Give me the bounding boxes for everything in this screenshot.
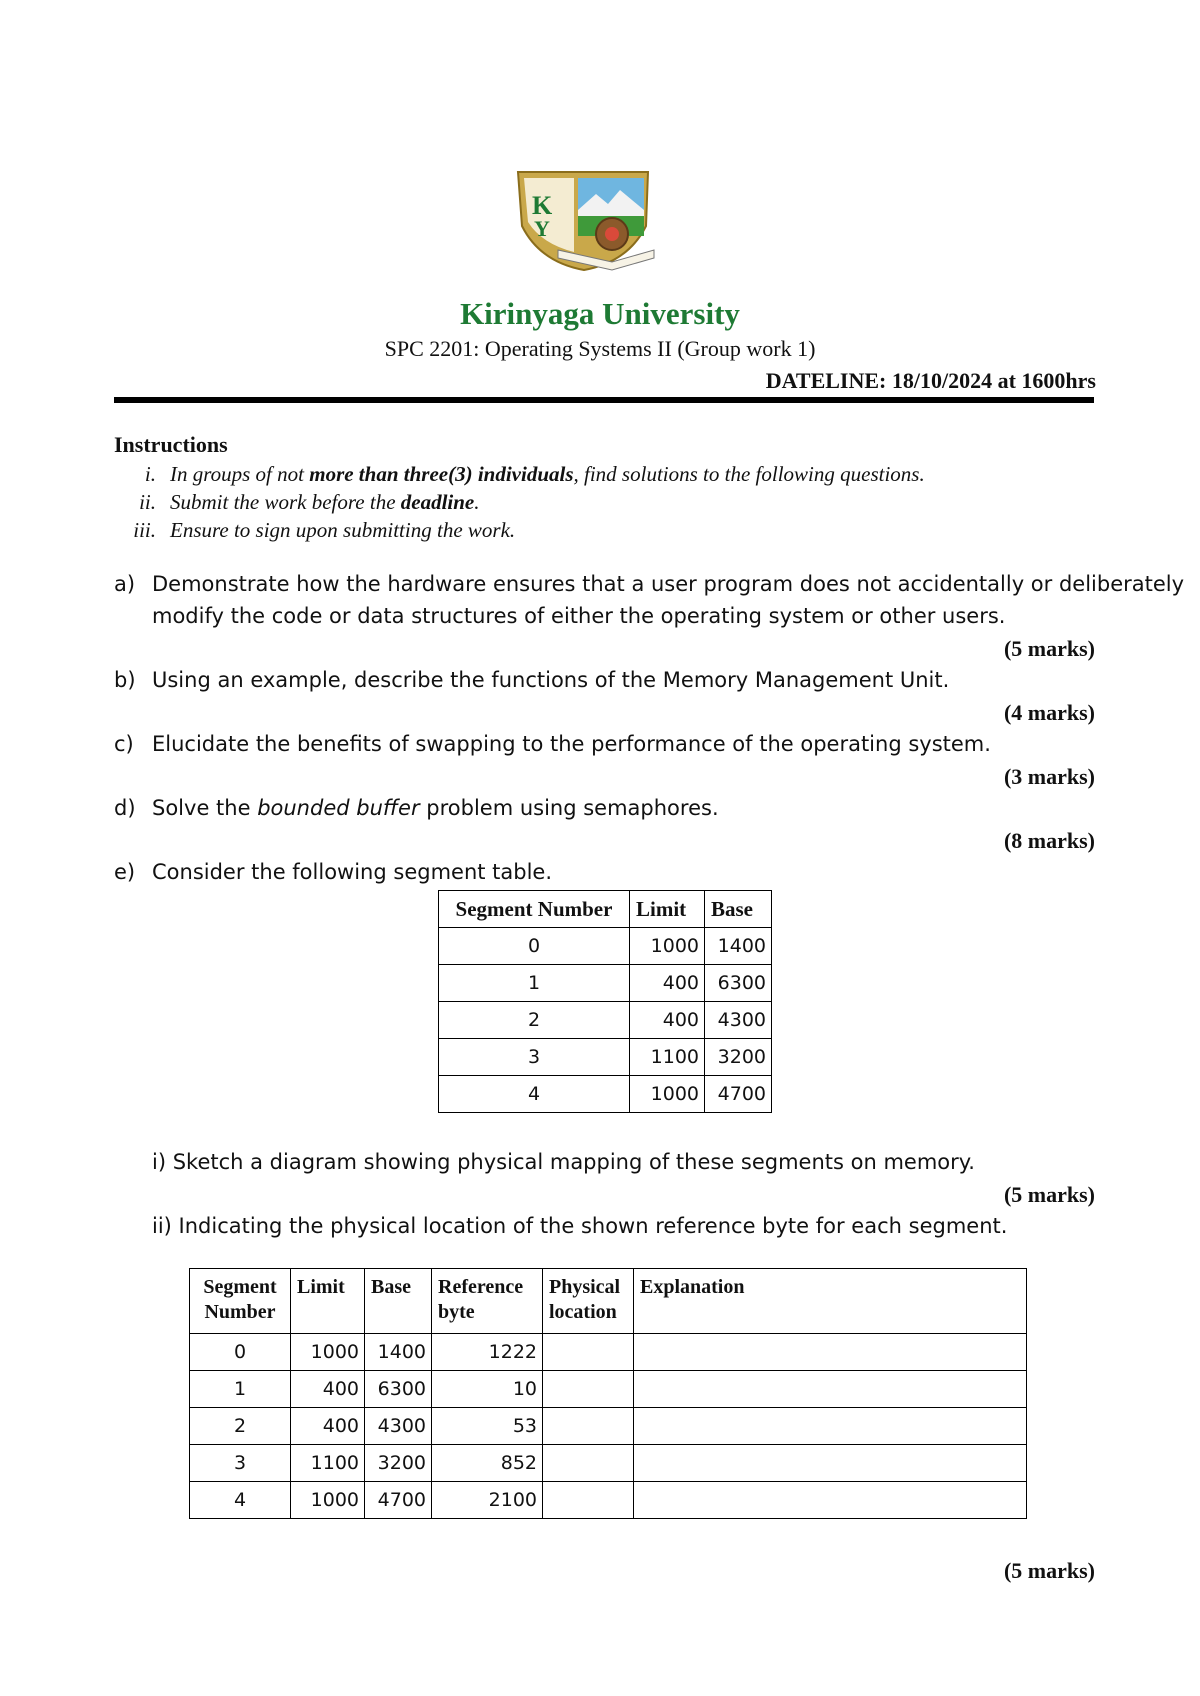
question-text: Solve the: [152, 796, 258, 820]
question-label: a): [114, 572, 136, 596]
question-text: problem using semaphores.: [419, 796, 719, 820]
table-cell: 1222: [432, 1334, 543, 1371]
table-cell: 1000: [291, 1334, 365, 1371]
marks-label: (3 marks): [1003, 764, 1095, 789]
table-cell: 53: [432, 1408, 543, 1445]
question-text: Consider the following segment table.: [152, 860, 553, 884]
instruction-text: Submit the work before the: [170, 490, 401, 514]
table-row: [439, 1076, 772, 1113]
question-emphasis: bounded buffer: [257, 796, 420, 820]
column-header: Base: [705, 891, 772, 928]
table-header-row: [439, 891, 772, 928]
dateline: DATELINE: 18/10/2024 at 1600hrs: [765, 368, 1096, 393]
table-cell: 0: [439, 928, 630, 965]
course-title: SPC 2201: Operating Systems II (Group work 1): [384, 336, 816, 361]
physical-location-cell: [543, 1334, 634, 1371]
table-cell: 1100: [291, 1445, 365, 1482]
table-cell: 3: [439, 1039, 630, 1076]
table-cell: 4300: [705, 1002, 772, 1039]
table-row: [439, 928, 772, 965]
instruction-text: Ensure to sign upon submitting the work.: [170, 518, 516, 542]
table-row: [190, 1445, 1027, 1482]
question-label: b): [114, 668, 136, 692]
physical-location-cell: [543, 1408, 634, 1445]
table-row: [190, 1334, 1027, 1371]
header-divider: [114, 397, 1094, 403]
column-header: Base: [365, 1269, 432, 1334]
table-cell: 1000: [630, 1076, 705, 1113]
table-cell: 1: [190, 1371, 291, 1408]
table-cell: 2: [439, 1002, 630, 1039]
instruction-text: In groups of not: [170, 462, 310, 486]
question-label: d): [114, 796, 136, 820]
instruction-text: .: [474, 490, 480, 514]
explanation-cell: [634, 1482, 1027, 1519]
table-cell: 1400: [365, 1334, 432, 1371]
marks-label: (5 marks): [1003, 1558, 1095, 1583]
table-cell: 0: [190, 1334, 291, 1371]
logo-letters-y: Y: [534, 216, 550, 241]
explanation-cell: [634, 1408, 1027, 1445]
university-logo: [508, 166, 660, 274]
table-row: [190, 1482, 1027, 1519]
table-cell: 400: [630, 1002, 705, 1039]
table-row: [190, 1408, 1027, 1445]
column-header: Segment Number: [439, 891, 630, 928]
instruction-number: iii.: [133, 518, 156, 542]
column-header: Segment Number: [190, 1269, 291, 1334]
table-cell: 3200: [365, 1445, 432, 1482]
question-text: Using an example, describe the functions of the Memory Management Unit.: [152, 668, 950, 692]
instruction-number: i.: [144, 462, 156, 486]
table-cell: 3: [190, 1445, 291, 1482]
instruction-number: ii.: [139, 490, 156, 514]
table-row: [439, 965, 772, 1002]
table-cell: 4300: [365, 1408, 432, 1445]
table-cell: 10: [432, 1371, 543, 1408]
explanation-cell: [634, 1445, 1027, 1482]
marks-label: (5 marks): [1003, 636, 1095, 661]
physical-location-cell: [543, 1445, 634, 1482]
column-header: Explanation: [634, 1269, 1027, 1334]
table-cell: 400: [291, 1371, 365, 1408]
table-cell: 4700: [705, 1076, 772, 1113]
reference-byte-table: [189, 1268, 1027, 1519]
question-label: e): [114, 860, 136, 884]
table-header-row: [190, 1269, 1027, 1334]
table-cell: 4700: [365, 1482, 432, 1519]
table-cell: 852: [432, 1445, 543, 1482]
table-cell: 400: [630, 965, 705, 1002]
table-row: [190, 1371, 1027, 1408]
university-name: Kirinyaga University: [460, 296, 740, 331]
instruction-emphasis: more than three(3) individuals: [309, 462, 574, 486]
column-header: Physical location: [543, 1269, 634, 1334]
column-header: Limit: [630, 891, 705, 928]
question-label: c): [114, 732, 134, 756]
physical-location-cell: [543, 1482, 634, 1519]
table-cell: 1400: [705, 928, 772, 965]
table-cell: 6300: [365, 1371, 432, 1408]
table-cell: 1100: [630, 1039, 705, 1076]
physical-location-cell: [543, 1371, 634, 1408]
instructions-title: Instructions: [114, 432, 228, 457]
marks-label: (4 marks): [1003, 700, 1095, 725]
table-cell: 6300: [705, 965, 772, 1002]
column-header: Reference byte: [432, 1269, 543, 1334]
table-cell: 1000: [291, 1482, 365, 1519]
instruction-text: , find solutions to the following questions.: [573, 462, 925, 486]
table-cell: 2: [190, 1408, 291, 1445]
table-cell: 4: [190, 1482, 291, 1519]
table-cell: 2100: [432, 1482, 543, 1519]
table-cell: 1000: [630, 928, 705, 965]
table-cell: 400: [291, 1408, 365, 1445]
table-cell: 4: [439, 1076, 630, 1113]
table-cell: 1: [439, 965, 630, 1002]
instruction-emphasis: deadline: [400, 490, 475, 514]
question-text: Demonstrate how the hardware ensures that a user program does not accidentally or deliberately: [152, 572, 1185, 596]
marks-label: (8 marks): [1003, 828, 1095, 853]
explanation-cell: [634, 1334, 1027, 1371]
explanation-cell: [634, 1371, 1027, 1408]
question-text: modify the code or data structures of either the operating system or other users.: [152, 604, 1006, 628]
column-header: Limit: [291, 1269, 365, 1334]
question-text: Elucidate the benefits of swapping to the performance of the operating system.: [152, 732, 991, 756]
logo-letters-k: K: [532, 191, 553, 220]
table-row: [439, 1039, 772, 1076]
segment-table: [438, 890, 772, 1113]
sub-question-ii: ii) Indicating the physical location of the shown reference byte for each segment.: [152, 1214, 1008, 1238]
sub-question-i: i) Sketch a diagram showing physical mapping of these segments on memory.: [152, 1150, 975, 1174]
table-cell: 3200: [705, 1039, 772, 1076]
marks-label: (5 marks): [1003, 1182, 1095, 1207]
table-row: [439, 1002, 772, 1039]
